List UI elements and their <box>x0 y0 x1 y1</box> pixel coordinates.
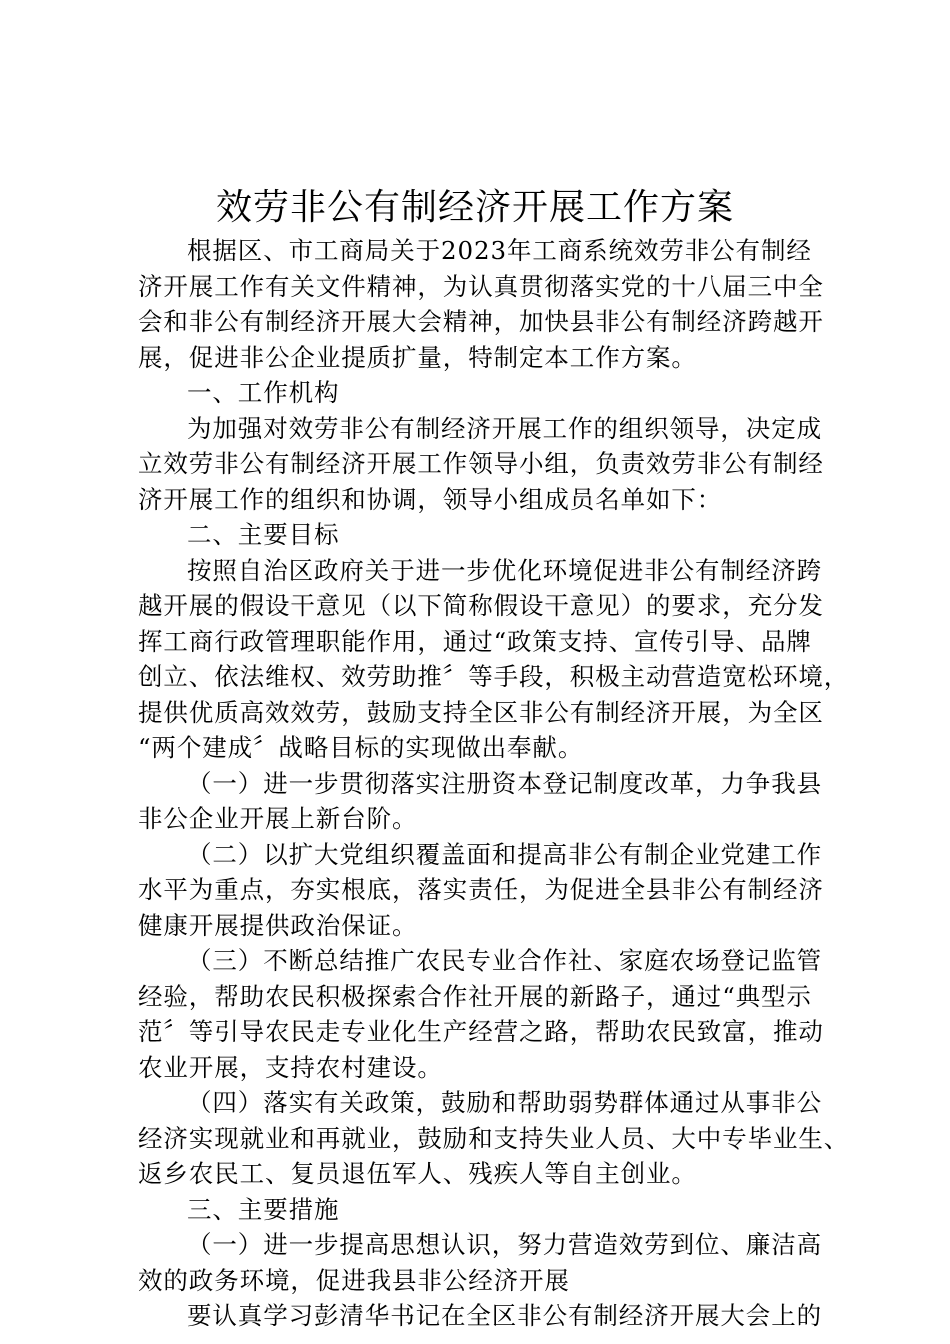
text-line: 返乡农民工、复员退伍军人、残疾人等自主创业。 <box>138 1159 697 1188</box>
text-line: 展，促进非公企业提质扩量，特制定本工作方案。 <box>138 342 697 372</box>
text-line: 按照自治区政府关于进一步优化环境促进非公有制经济跨 <box>187 555 822 585</box>
text-line: 健康开展提供政治保证。 <box>138 910 418 940</box>
text-line: 创立、依法维权、效劳助推〞等手段，积极主动营造宽松环境， <box>138 662 850 691</box>
text-line: 范〞等引导农民走专业化生产经营之路，帮助农民致富，推动 <box>138 1017 824 1046</box>
text-line: 要认真学习彭清华书记在全区非公有制经济开展大会上的 <box>187 1301 822 1330</box>
text-line: 二、主要目标 <box>187 520 340 549</box>
text-line: 经验，帮助农民积极探索合作社开展的新路子，通过“典型示 <box>138 981 812 1011</box>
document-title: 效劳非公有制经济开展工作方案 <box>215 187 734 228</box>
text-line: 三、主要措施 <box>187 1194 340 1224</box>
text-line: 越开展的假设干意见（以下简称假设干意见）的要求，充分发 <box>138 591 824 620</box>
text-line: 效的政务环境，促进我县非公经济开展 <box>138 1265 570 1295</box>
text-line: 立效劳非公有制经济开展工作领导小组，负责效劳非公有制经 <box>138 449 824 478</box>
text-line: 济开展工作的组织和协调，领导小组成员名单如下： <box>138 484 723 514</box>
text-line: 根据区、市工商局关于2023年工商系统效劳非公有制经 <box>187 236 812 265</box>
document-body <box>138 233 850 1334</box>
text-line: 济开展工作有关文件精神，为认真贯彻落实党的十八届三中全 <box>138 271 824 301</box>
text-line: 水平为重点，夯实根底，落实责任，为促进全县非公有制经济 <box>138 875 824 904</box>
text-line: “两个建成〞战略目标的实现做出奉献。 <box>138 733 584 762</box>
text-line: （二）以扩大党组织覆盖面和提高非公有制企业党建工作 <box>187 839 822 869</box>
text-line: 会和非公有制经济开展大会精神，加快县非公有制经济跨越开 <box>138 307 824 336</box>
text-line: （四）落实有关政策，鼓励和帮助弱势群体通过从事非公 <box>187 1088 822 1117</box>
text-line: 挥工商行政管理职能作用，通过“政策支持、宣传引导、品牌 <box>138 626 812 656</box>
text-line: （一）进一步贯彻落实注册资本登记制度改革，力争我县 <box>187 768 822 798</box>
text-line: 农业开展，支持农村建设。 <box>138 1052 443 1082</box>
text-line: 为加强对效劳非公有制经济开展工作的组织领导，决定成 <box>187 413 822 443</box>
text-line: （三）不断总结推广农民专业合作社、家庭农场登记监管 <box>187 946 822 975</box>
text-line: 提供优质高效效劳，鼓励支持全区非公有制经济开展，为全区 <box>138 697 824 727</box>
text-line: （一）进一步提高思想认识，努力营造效劳到位、廉洁高 <box>187 1230 822 1259</box>
text-line: 非公企业开展上新台阶。 <box>138 804 418 833</box>
text-line: 经济实现就业和再就业，鼓励和支持失业人员、大中专毕业生、 <box>138 1123 850 1153</box>
text-line: 一、工作机构 <box>187 378 340 407</box>
